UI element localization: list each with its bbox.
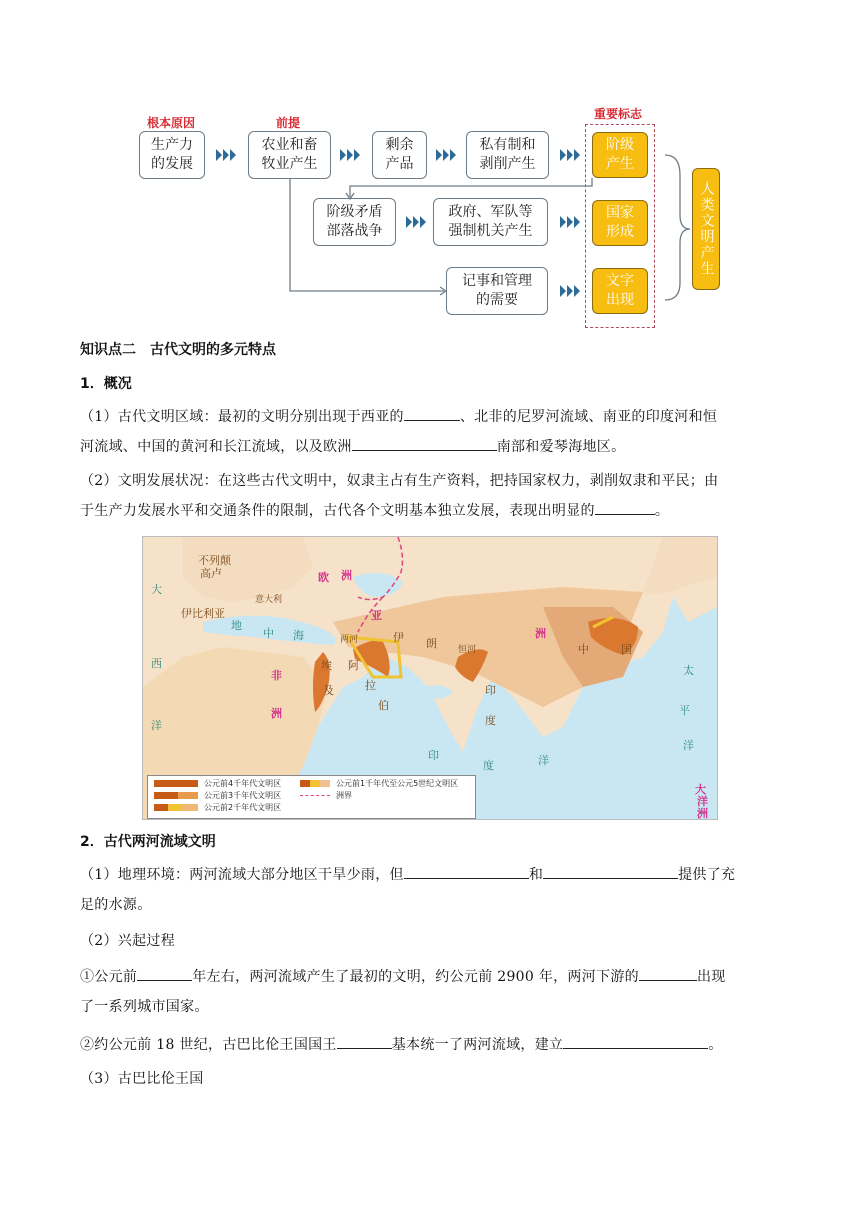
tag-root-cause: 根本原因 [147,116,196,130]
map-label: 大 [151,583,162,596]
map-label: 拉 [365,679,376,692]
map-label: 中 [263,627,274,640]
tag-premise: 前提 [276,116,301,130]
map-label: 洲 [271,707,282,720]
map-label: 意大利 [255,595,283,605]
map-label: 亚 [371,609,382,622]
blank-kingdom[interactable] [563,1034,708,1049]
gold-state: 国家 形成 [592,200,648,246]
map-label: 国 [621,643,632,656]
map-label: 伊比利亚 [181,607,225,620]
map-label: 度 [483,759,494,772]
blank-europe[interactable] [352,436,497,451]
flow-connectors [0,0,860,340]
box-productivity: 生产力 的发展 [139,131,205,179]
legend-item-1: 公元前4千年代文明区 [204,779,282,788]
map-label: 洲 [697,807,708,820]
blank-river-1[interactable] [404,864,529,879]
map-label: 洋 [697,795,708,808]
blank-region[interactable] [639,966,697,981]
blank-king[interactable] [337,1034,392,1049]
map-label: 印 [428,749,439,762]
tag-important-mark: 重要标志 [594,107,643,121]
gold-class: 阶级 产生 [592,132,648,178]
map-label: 不列颠 [198,554,231,567]
map-label: 地 [231,619,242,632]
map-label: 中 [578,643,589,656]
sec1-heading: 1．概况 [80,376,132,392]
ancient-civilization-map [142,536,718,820]
box-government: 政府、军队等 强制机关产生 [433,198,548,246]
section-title: 知识点二 古代文明的多元特点 [80,342,276,358]
map-label: 朗 [426,637,437,650]
map-label: 高卢 [200,567,222,580]
map-label: 伊 [393,631,404,644]
map-label: 及 [323,684,334,697]
map-label: 度 [485,714,496,727]
map-label: 洲 [341,569,352,582]
result-civilization: 人类文明产生 [692,168,720,290]
gold-writing: 文字 出现 [592,268,648,314]
map-label: 海 [293,629,304,642]
map-label: 平 [679,704,690,717]
map-label: 恒河 [458,645,477,655]
map-label: 洲 [535,627,546,640]
box-record-keeping: 记事和管理 的需要 [446,267,548,315]
paragraph-6: ②约公元前 18 世纪，古巴比伦王国国王 基本统一了两河流域，建立 。 [80,1030,785,1060]
legend-item-5: 洲界 [336,791,352,800]
paragraph-4: （2）兴起过程 [80,933,176,949]
map-label: 阿 [348,659,359,672]
map-label: 洋 [683,739,694,752]
map-label: 伯 [378,699,389,712]
box-surplus: 剩余 产品 [372,131,427,179]
map-label: 埃 [321,659,332,672]
blank-west-asia[interactable] [404,406,460,421]
blank-characteristic[interactable] [595,500,655,515]
paragraph-1: （1）古代文明区域：最初的文明分别出现于西亚的 、北非的尼罗河流域、南亚的印度河和恒 河流域、中国的黄河和长江流域，以及欧洲 南部和爱琴海地区。 [80,402,785,462]
box-class-conflict: 阶级矛盾 部落战争 [313,198,396,246]
paragraph-2: （2）文明发展状况：在这些古代文明中，奴隶主占有生产资料，把持国家权力，剥削奴隶和平民；由 于生产力发展水平和交通条件的限制，古代各个文明基本独立发展，表现出明显的 。 [80,473,719,519]
sec2-heading: 2．古代两河流域文明 [80,834,216,850]
map-legend [147,775,476,819]
legend-item-4: 公元前1千年代至公元5世纪文明区 [336,779,459,788]
map-label: 西 [151,657,162,670]
paragraph-7: （3）古巴比伦王国 [80,1071,204,1087]
map-label: 两河 [340,635,359,645]
map-label: 欧 [318,571,329,584]
map-label: 非 [271,669,282,682]
map-label: 大 [695,783,706,796]
map-label: 洋 [538,754,549,767]
map-label: 太 [683,664,694,677]
legend-item-2: 公元前3千年代文明区 [204,791,282,800]
map-label: 印 [485,684,496,697]
legend-item-3: 公元前2千年代文明区 [204,803,282,812]
box-agriculture: 农业和畜 牧业产生 [248,131,331,179]
blank-year[interactable] [137,966,192,981]
blank-river-2[interactable] [543,864,678,879]
box-private-ownership: 私有制和 剥削产生 [466,131,549,179]
map-label: 洋 [151,719,162,732]
paragraph-5: ①公元前 年左右，两河流域产生了最初的文明，约公元前 2900 年，两河下游的 出现 了一系列城市国家。 [80,962,785,1022]
paragraph-3: （1）地理环境：两河流域大部分地区干旱少雨，但 和 提供了充 足的水源。 [80,860,785,920]
